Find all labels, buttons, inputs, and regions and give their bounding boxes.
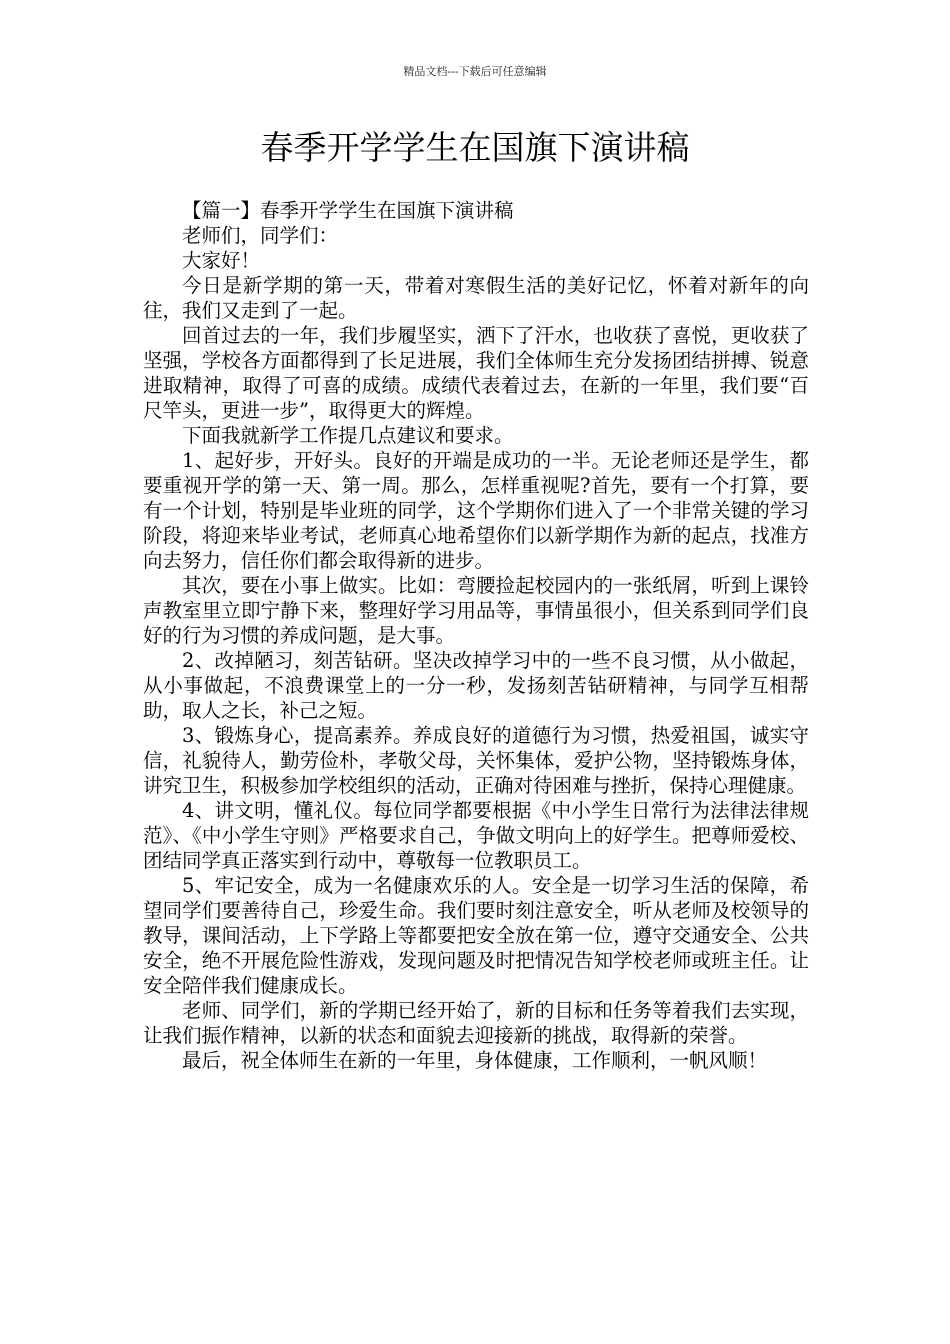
body-paragraph: 2、改掉陋习，刻苦钻研。坚决改掉学习中的一些不良习惯，从小做起，从小事做起，不浪费课堂上的一分一秒，发扬刻苦钻研精神，与同学互相帮助，取人之长，补己之短。 bbox=[143, 649, 809, 722]
body-paragraph: 今日是新学期的第一天，带着对寒假生活的美好记忆，怀着对新年的向往，我们又走到了一起。 bbox=[143, 274, 809, 322]
greeting: 大家好！ bbox=[182, 249, 261, 272]
body-paragraph: 1、起好步，开好头。良好的开端是成功的一半。无论老师还是学生，都要重视开学的第一天、第一周。那么，怎样重视呢?首先，要有一个打算，要有一个计划，特别是毕业班的同学，这个学期你们进入了一个非常关键的学习阶段，将迎来毕业考试，老师真心地希望你们以新学期作为新的起点，找准方向去努力，信任你们都会取得新的进步。 bbox=[143, 449, 809, 572]
body-paragraph: 其次，要在小事上做实。比如：弯腰捡起校园内的一张纸屑，听到上课铃声教室里立即宁静下来，整理好学习用品等，事情虽很小，但关系到同学们良好的行为习惯的养成问题，是大事。 bbox=[143, 574, 809, 647]
document-title: 春季开学学生在国旗下演讲稿 bbox=[260, 128, 690, 167]
document-body bbox=[143, 198, 809, 1073]
page-header-note: 精品文档---下载后可任意编辑 bbox=[403, 65, 547, 78]
closing-paragraph: 最后，祝全体师生在新的一年里，身体健康，工作顺利，一帆风顺！ bbox=[182, 1049, 768, 1072]
body-paragraph: 回首过去的一年，我们步履坚实，洒下了汗水，也收获了喜悦，更收获了坚强，学校各方面都得到了长足进展，我们全体师生充分发扬团结拼搏、锐意进取精神，取得了可喜的成绩。成绩代表着过去，在新的一年里，我们要“百尺竿头，更进一步”，取得更大的辉煌。 bbox=[143, 324, 809, 422]
body-paragraph: 5、牢记安全，成为一名健康欢乐的人。安全是一切学习生活的保障，希望同学们要善待自己，珍爱生命。我们要时刻注意安全，听从老师及校领导的教导，课间活动，上下学路上等都要把安全放在第一位，遵守交通安全、公共安全，绝不开展危险性游戏，发现问题及时把情况告知学校老师或班主任。让安全陪伴我们健康成长。 bbox=[143, 874, 809, 997]
section-heading: 【篇一】春季开学学生在国旗下演讲稿 bbox=[182, 199, 514, 222]
salutation: 老师们，同学们： bbox=[182, 224, 339, 247]
body-paragraph: 4、讲文明，懂礼仪。每位同学都要根据《中小学生日常行为法律法律规范》、《中小学生守则》严格要求自己，争做文明向上的好学生。把尊师爱校、团结同学真正落实到行动中，尊敬每一位教职员工。 bbox=[143, 799, 809, 872]
body-paragraph: 老师、同学们，新的学期已经开始了，新的目标和任务等着我们去实现，让我们振作精神，以新的状态和面貌去迎接新的挑战，取得新的荣誉。 bbox=[143, 999, 809, 1047]
body-paragraph: 3、锻炼身心，提高素养。养成良好的道德行为习惯，热爱祖国，诚实守信，礼貌待人，勤劳俭朴，孝敬父母，关怀集体，爱护公物，坚持锻炼身体，讲究卫生，积极参加学校组织的活动，正确对待困难与挫折，保持心理健康。 bbox=[143, 724, 809, 797]
body-paragraph: 下面我就新学工作提几点建议和要求。 bbox=[182, 424, 514, 447]
